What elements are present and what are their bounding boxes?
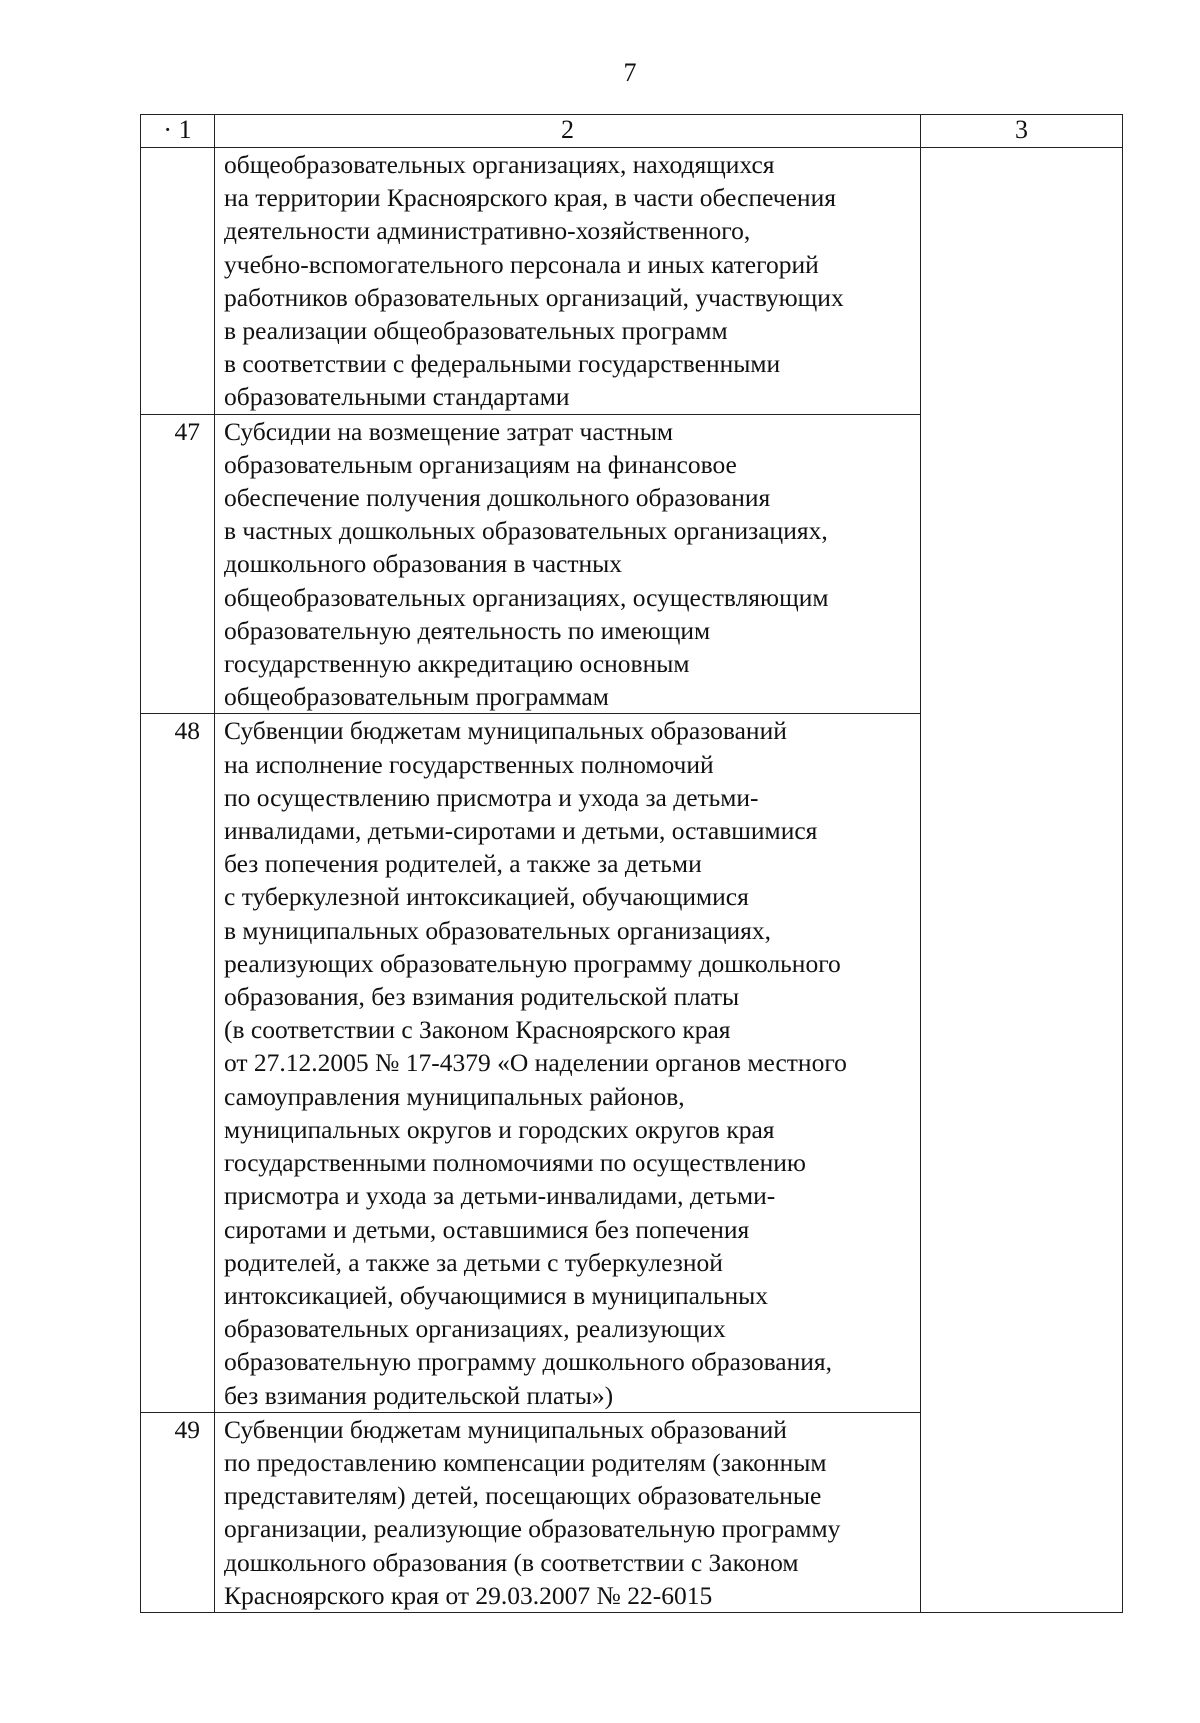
table-row — [141, 714, 1123, 1412]
description-line: образовательным организациям на финансовое — [224, 449, 737, 479]
row-col-3 — [921, 148, 1123, 415]
row-number: 47 — [141, 414, 215, 714]
table-header — [141, 115, 1123, 148]
description-line: (в соответствии с Законом Красноярского края — [224, 1015, 731, 1045]
description-line: интоксикацией, обучающимися в муниципальных — [224, 1280, 769, 1310]
description-line: государственную аккредитацию основным — [224, 649, 690, 679]
row-description — [215, 1412, 921, 1612]
description-line: работников образовательных организаций, участвующих — [224, 282, 844, 312]
description-line: на территории Красноярского края, в части обеспечения — [224, 183, 836, 213]
description-line: общеобразовательным программам — [224, 682, 609, 712]
description-line: образовательными стандартами — [224, 382, 570, 412]
description-line: общеобразовательных организациях, осуществляющим — [224, 582, 829, 612]
description-line: присмотра и ухода за детьми-инвалидами, детьми- — [224, 1181, 776, 1211]
description-line: деятельности административно-хозяйственного, — [224, 216, 751, 246]
description-line: образовательную деятельность по имеющим — [224, 615, 711, 645]
description-line: дошкольного образования (в соответствии с Законом — [224, 1547, 799, 1577]
row-number — [141, 148, 215, 415]
description-line: по предоставлению компенсации родителям (законным — [224, 1447, 827, 1477]
description-line: Субвенции бюджетам муниципальных образований — [224, 1414, 787, 1444]
description-line: в реализации общеобразовательных программ — [224, 316, 728, 346]
row-col-3 — [921, 414, 1123, 714]
row-number: 48 — [141, 714, 215, 1412]
description-line: реализующих образовательную программу дошкольного — [224, 948, 841, 978]
description-line: без взимания родительской платы») — [224, 1380, 614, 1410]
document-table — [140, 114, 1123, 1613]
header-col-1: · 1 — [141, 115, 215, 148]
row-number: 49 — [141, 1412, 215, 1612]
description-line: организации, реализующие образовательную программу — [224, 1514, 841, 1544]
description-line: в соответствии с федеральными государственными — [224, 349, 781, 379]
table-row — [141, 1412, 1123, 1612]
description-line: родителей, а также за детьми с туберкулезной — [224, 1247, 723, 1277]
row-description — [215, 148, 921, 415]
description-line: представителям) детей, посещающих образовательные — [224, 1481, 822, 1511]
description-line: по осуществлению присмотра и ухода за детьми- — [224, 782, 759, 812]
description-line: государственными полномочиями по осуществлению — [224, 1148, 806, 1178]
description-line: без попечения родителей, а также за детьми — [224, 849, 702, 879]
row-col-3 — [921, 1412, 1123, 1612]
description-line: образовательную программу дошкольного образования, — [224, 1347, 832, 1377]
description-line: самоуправления муниципальных районов, — [224, 1081, 685, 1111]
description-line: в частных дошкольных образовательных организациях, — [224, 516, 828, 546]
description-line: Субсидии на возмещение затрат частным — [224, 416, 674, 446]
description-line: Субвенции бюджетам муниципальных образований — [224, 716, 787, 746]
page-number: 7 — [623, 58, 637, 87]
description-line: учебно-вспомогательного персонала и иных категорий — [224, 249, 819, 279]
header-row — [141, 115, 1123, 148]
description-line: сиротами и детьми, оставшимися без попечения — [224, 1214, 750, 1244]
description-line: общеобразовательных организациях, находящихся — [224, 150, 775, 179]
description-line: муниципальных округов и городских округов края — [224, 1114, 775, 1144]
row-description — [215, 414, 921, 714]
description-line: с туберкулезной интоксикацией, обучающимися — [224, 882, 749, 912]
description-line: в муниципальных образовательных организациях, — [224, 915, 771, 945]
description-line: дошкольного образования в частных — [224, 549, 623, 579]
description-line: образования, без взимания родительской платы — [224, 982, 740, 1012]
header-col-3: 3 — [921, 115, 1123, 148]
row-col-3 — [921, 714, 1123, 1412]
description-line: обеспечение получения дошкольного образования — [224, 483, 771, 513]
description-line: на исполнение государственных полномочий — [224, 749, 714, 779]
header-col-2: 2 — [215, 115, 921, 148]
description-line: Красноярского края от 29.03.2007 № 22-6015 — [224, 1580, 713, 1610]
description-line: образовательных организациях, реализующих — [224, 1314, 726, 1344]
table-body — [141, 148, 1123, 1613]
table-row — [141, 148, 1123, 415]
table-row — [141, 414, 1123, 714]
row-description — [215, 714, 921, 1412]
description-line: инвалидами, детьми-сиротами и детьми, оставшимися — [224, 816, 818, 846]
description-line: от 27.12.2005 № 17-4379 «О наделении органов местного — [224, 1048, 847, 1078]
